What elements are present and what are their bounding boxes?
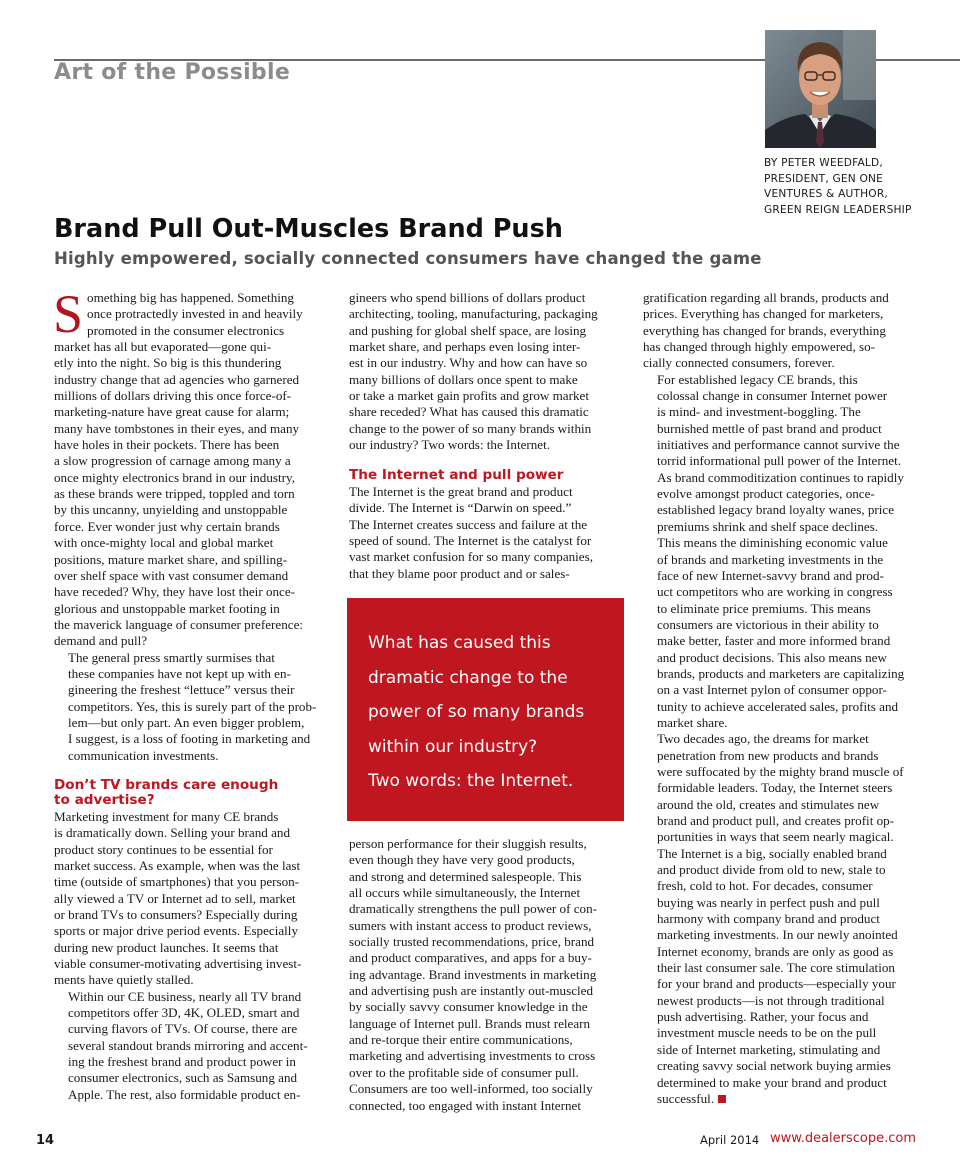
author-photo — [765, 30, 876, 148]
text-line: newest products—is not through traditional — [657, 992, 885, 1008]
text-line: ments have quietly stalled. — [54, 972, 194, 988]
text-line: curving flavors of TVs. Of course, there are — [68, 1021, 298, 1037]
text-line: fresh, cold to hot. For decades, consumer — [657, 878, 873, 894]
pull-quote — [347, 598, 624, 821]
website-link[interactable]: www.dealerscope.com — [770, 1131, 917, 1146]
text-line: or brand TVs to consumers? Especially during — [54, 907, 298, 923]
paragraph — [643, 535, 923, 731]
text-line: creating savvy social network buying armies — [657, 1058, 891, 1074]
text-line: and product divide from old to new, stale to — [657, 862, 886, 878]
text-line: gineering the freshest “lettuce” versus their — [68, 682, 295, 698]
text-line: market share. — [657, 714, 728, 730]
text-line: by this uncanny, unyielding and unstoppable — [54, 502, 288, 518]
text-line: have holes in their pockets. There has been — [54, 437, 280, 453]
text-line: sumers with instant access to product reviews, — [349, 917, 592, 933]
text-line: dramatic change to the — [368, 667, 568, 688]
article-headline: Brand Pull Out-Muscles Brand Push — [54, 214, 563, 244]
text-line: side of Internet marketing, stimulating and — [657, 1041, 881, 1057]
text-line: competitors offer 3D, 4K, OLED, smart and — [68, 1005, 300, 1021]
text-line: several standout brands mirroring and accent- — [68, 1037, 308, 1053]
text-line: once protractedly invested in and heavily — [87, 306, 303, 322]
text-line: over to the profitable side of consumer pull. — [349, 1064, 579, 1080]
text-line: As brand commoditization continues to rapidly — [657, 469, 904, 485]
page-number: 14 — [36, 1133, 55, 1148]
text-line: many billions of dollars once spent to make — [349, 371, 578, 387]
text-line: colossal change in consumer Internet power — [657, 388, 888, 404]
text-line: sports or major drive period events. Especially — [54, 923, 298, 939]
text-line: gineers who spend billions of dollars product — [349, 290, 586, 305]
text-line: these companies have not kept up with en- — [68, 665, 291, 681]
text-line: ing the freshest brand and product power in — [68, 1054, 296, 1070]
column-1 — [53, 284, 332, 1103]
text-line: and product decisions. This also means new — [657, 649, 887, 665]
text-line: a slow progression of carnage among many a — [54, 453, 291, 469]
paragraph-intro — [53, 284, 332, 650]
text-line: lem—but only part. An even bigger problem, — [68, 714, 305, 730]
text-line: investment muscle needs to be on the pull — [657, 1025, 877, 1041]
text-line: have receded? Why, they have lost their once- — [54, 584, 296, 600]
text-line: The Internet creates success and failure at the — [349, 516, 588, 532]
text-line: est in our industry. Why and how can have so — [349, 355, 588, 371]
text-line: of brands and marketing investments in the — [657, 551, 884, 567]
text-line: vast market confusion for so many companies, — [349, 549, 593, 565]
text-line: make better, faster and more informed brand — [657, 633, 891, 649]
text-line: communication investments. — [68, 747, 219, 763]
text-line: speed of sound. The Internet is the catalyst for — [349, 532, 592, 548]
text-line: Two decades ago, the dreams for market — [657, 731, 869, 747]
text-line: as these brands were tripped, toppled and torn — [54, 486, 295, 502]
text-line: consumers are victorious in their ability to — [657, 616, 879, 632]
text-line: within our industry? — [368, 736, 538, 757]
text-line: Apple. The rest, also formidable product en- — [68, 1086, 301, 1102]
text-line: Internet economy, brands are only as good as — [657, 943, 894, 959]
text-line: What has caused this — [368, 633, 551, 653]
byline-line: BY PETER WEEDFALD, — [764, 157, 883, 169]
text-line: even though they have very good products, — [349, 852, 575, 868]
text-line: by socially savvy consumer knowledge in the — [349, 999, 588, 1015]
text-line: etly into the night. So big is this thundering — [54, 355, 282, 371]
text-line: that they blame poor product and or sales- — [349, 565, 570, 581]
text-line: viable consumer-motivating advertising invest- — [54, 956, 302, 972]
text-line: all occurs while simultaneously, the Internet — [349, 885, 581, 901]
text-line: everything has changed for brands, everything — [643, 322, 886, 338]
text-line: competitors. Yes, this is surely part of the prob- — [68, 698, 317, 714]
text-line: formidable leaders. Today, the Internet steers — [657, 780, 893, 796]
author-portrait-image — [765, 30, 876, 148]
text-line: has changed through highly empowered, so- — [643, 339, 875, 355]
text-line: our industry? Two words: the Internet. — [349, 437, 551, 453]
text-line: The general press smartly surmises that — [68, 649, 275, 665]
text-line: established legacy brand loyalty wanes, price — [657, 502, 895, 518]
text-line: ing advantage. Brand investments in marketing — [349, 966, 597, 982]
text-line: burnished mettle of past brand and product — [657, 420, 882, 436]
text-line: to advertise? — [54, 792, 155, 809]
text-line: brands, products and marketers are capitalizing — [657, 665, 905, 681]
paragraph — [54, 989, 332, 1103]
text-line: around the old, creates and stimulates new — [657, 796, 880, 812]
text-line: many have tombstones in their eyes, and many — [54, 420, 300, 436]
text-line: portunities in ways that seem nearly magical. — [657, 829, 894, 845]
text-line: and advertising push are instantly out-muscled — [349, 983, 593, 999]
text-line: marketing investments. In our newly anointed — [657, 927, 898, 943]
text-line: force. Ever wonder just why certain brands — [54, 518, 280, 534]
text-line: millions of dollars driving this once force-of- — [54, 388, 292, 404]
text-line: and product comparatives, and apps for a buy- — [349, 950, 592, 966]
paragraph — [643, 372, 923, 535]
text-line: change to the power of so many brands within — [349, 420, 592, 436]
text-line: were suffocated by the mighty brand muscle of — [657, 763, 904, 779]
text-line: dramatically strengthens the pull power of con- — [349, 901, 597, 917]
issue-date: April 2014 — [700, 1133, 760, 1147]
text-line: their last consumer sale. The core stimulation — [657, 960, 895, 976]
text-line: marketing and advertising investments to cross — [349, 1048, 596, 1064]
text-line: is mind- and investment-boggling. The — [657, 404, 861, 420]
text-line: harmony with company brand and product — [657, 911, 880, 927]
text-line: language of Internet pull. Brands must relearn — [349, 1015, 591, 1031]
text-line: ally viewed a TV or Internet ad to sell, market — [54, 890, 296, 906]
text-line: torrid informational pull power of the Internet. — [657, 453, 901, 469]
text-line: evolve amongst product categories, once- — [657, 486, 875, 502]
byline-line: GREEN REIGN LEADERSHIP — [764, 203, 912, 216]
section-title: Art of the Possible — [54, 60, 291, 85]
end-of-article-icon — [718, 1095, 726, 1103]
text-line: push advertising. Rather, your focus and — [657, 1009, 869, 1025]
text-line: tunity to achieve accelerated sales, profits and — [657, 698, 899, 714]
text-line: Two words: the Internet. — [368, 771, 574, 791]
text-line: marketing-nature have great cause for alarm; — [54, 404, 290, 420]
paragraph-final — [643, 846, 923, 1108]
text-line: or take a market gain profits and grow market — [349, 388, 589, 404]
text-line: and pushing for global shelf space, are losing — [349, 322, 587, 338]
text-line: architecting, tooling, manufacturing, packaging — [349, 306, 598, 322]
text-line: market has all but evaporated—gone qui- — [54, 339, 272, 355]
text-line: glorious and unstoppable market footing in — [54, 600, 280, 616]
text-line: is dramatically down. Selling your brand and — [54, 825, 291, 841]
text-line: Consumers are too well-informed, too socially — [349, 1081, 593, 1097]
text-line: over shelf space with vast consumer demand — [54, 567, 289, 583]
text-line: cially connected consumers, forever. — [643, 355, 835, 371]
paragraph-lines — [643, 846, 923, 1108]
paragraph — [643, 731, 923, 845]
paragraph — [349, 836, 627, 1114]
text-line: uct competitors who are working in congress — [657, 584, 893, 600]
text-line: market share, and perhaps even losing inter- — [349, 339, 581, 355]
paragraph — [643, 290, 923, 372]
article-deck: Highly empowered, socially connected consumers have changed the game — [54, 249, 762, 268]
subhead-internet-pull: The Internet and pull power — [349, 467, 564, 484]
text-line: and re-torque their entire communications, — [349, 1032, 573, 1048]
drop-cap: S — [53, 284, 84, 344]
column-2-bottom — [349, 836, 627, 1114]
text-line: power of so many brands — [368, 702, 585, 722]
text-line: share receded? What has caused this dramatic — [349, 404, 589, 420]
column-3 — [643, 290, 923, 1107]
text-line: successful. — [643, 1091, 923, 1107]
paragraph-lines — [53, 284, 332, 650]
text-line: gratification regarding all brands, products and — [643, 290, 889, 305]
text-line: once mighty electronics brand in our industry, — [54, 469, 295, 485]
text-line: brand and product pull, and creates profit op- — [657, 813, 895, 828]
text-line: time (outside of smartphones) that you person- — [54, 874, 300, 890]
text-line: buying was nearly in perfect push and pull — [657, 894, 880, 910]
text-line: person performance for their sluggish results, — [349, 836, 587, 851]
text-line: consumer electronics, such as Samsung and — [68, 1070, 298, 1086]
paragraph — [54, 650, 332, 764]
text-line: For established legacy CE brands, this — [657, 371, 858, 387]
text-line: This means the diminishing economic value — [657, 535, 888, 551]
byline-line: PRESIDENT, GEN ONE — [764, 172, 884, 185]
column-2-top — [349, 290, 627, 582]
text-line: determined to make your brand and product — [657, 1074, 887, 1090]
author-byline — [764, 156, 954, 218]
text-line: demand and pull? — [54, 633, 148, 649]
text-line: with once-mighty local and global market — [54, 535, 274, 551]
text-line: Within our CE business, nearly all TV brand — [68, 988, 302, 1004]
text-line: for your brand and products—especially your — [657, 976, 896, 992]
paragraph — [349, 290, 627, 453]
text-line: divide. The Internet is “Darwin on speed.” — [349, 500, 572, 516]
text-line: omething big has happened. Something — [87, 290, 294, 305]
text-line: prices. Everything has changed for marketers, — [643, 306, 884, 322]
text-line: premiums shrink and shelf space declines. — [657, 518, 879, 534]
paragraph — [54, 809, 332, 989]
text-line: penetration from new products and brands — [657, 747, 879, 763]
text-line: industry change that ad agencies who garnered — [54, 371, 300, 387]
text-line: connected, too engaged with instant Internet — [349, 1097, 581, 1113]
text-line: and strong and determined salespeople. This — [349, 868, 582, 884]
text-line: The Internet is a big, socially enabled brand — [657, 845, 887, 861]
text-line: market success. As example, when was the last — [54, 858, 301, 873]
text-line: to eliminate price premiums. This means — [657, 600, 871, 616]
text-line: promoted in the consumer electronics — [87, 322, 285, 338]
text-line: Don’t TV brands care enough — [54, 776, 279, 793]
text-line: face of new Internet-savvy brand and prod- — [657, 567, 884, 583]
text-line: during new product launches. It seems that — [54, 939, 279, 955]
text-line: initiatives and performance cannot survive the — [657, 437, 900, 453]
text-line: I suggest, is a loss of footing in marketing and — [68, 731, 311, 747]
text-line: positions, mature market share, and spilling- — [54, 551, 288, 567]
text-line: The Internet is the great brand and product — [349, 483, 573, 499]
text-line: Marketing investment for many CE brands — [54, 808, 279, 824]
text-line: product story continues to be essential for — [54, 841, 273, 857]
text-line: socially trusted recommendations, price, brand — [349, 934, 595, 950]
subhead-tv-brands — [54, 778, 332, 809]
byline-line: VENTURES & AUTHOR, — [764, 188, 888, 200]
text-line: the maverick language of consumer preference: — [54, 616, 304, 632]
text-line: on a vast Internet pylon of consumer oppor- — [657, 682, 887, 698]
paragraph — [349, 484, 627, 582]
